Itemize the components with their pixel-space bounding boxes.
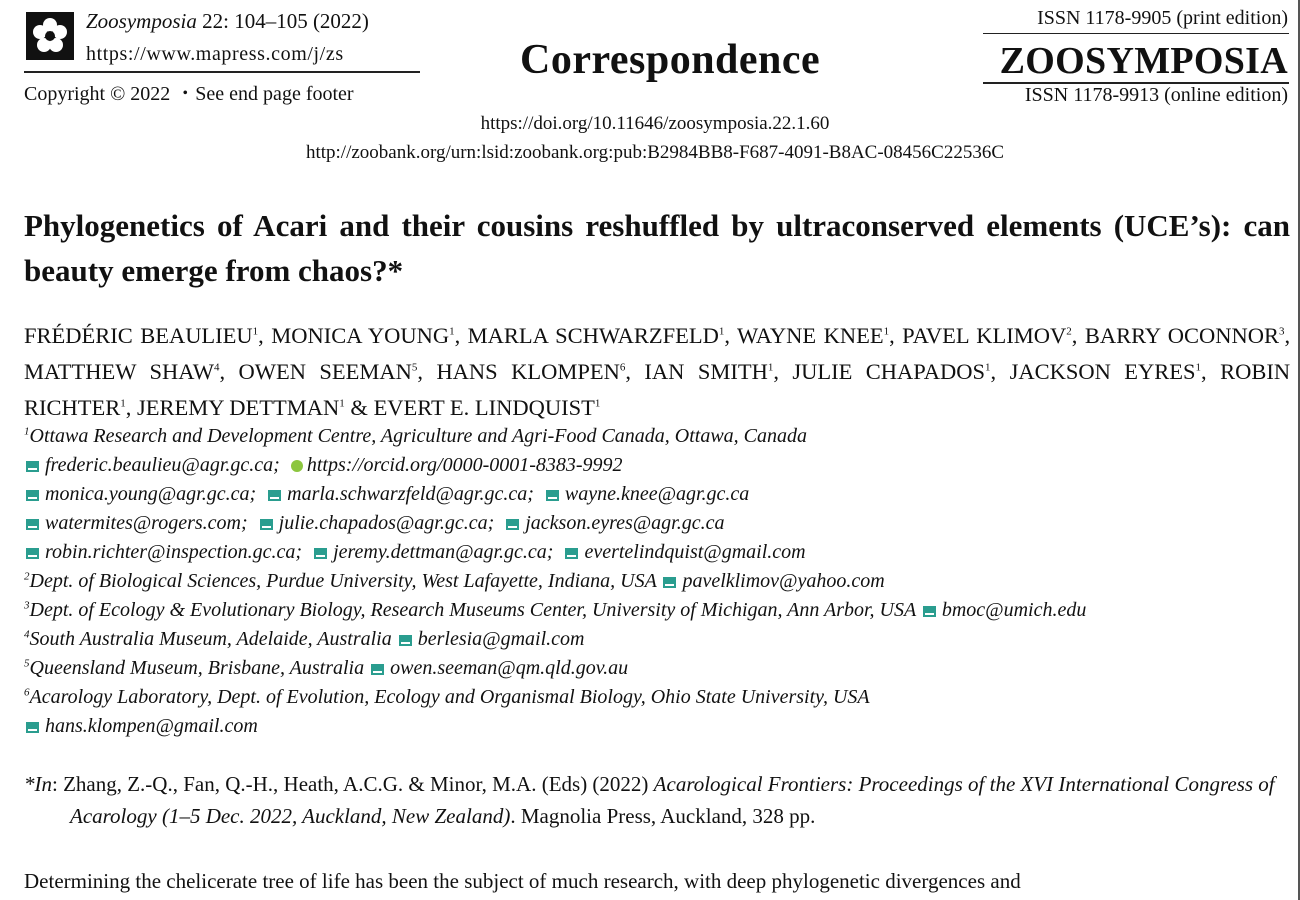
body-paragraph: Determining the chelicerate tree of life has been the subject of much research, with deep phylogenetic divergences and	[24, 869, 1021, 893]
affiliation-6-contact	[24, 715, 258, 738]
email-icon	[26, 490, 39, 501]
journal-url-link[interactable]: https://www.mapress.com/j/zs	[86, 43, 344, 65]
email-icon	[399, 635, 412, 646]
affiliation-number: 4	[24, 628, 30, 641]
affiliation-6	[24, 686, 870, 709]
email-link[interactable]: berlesia@gmail.com	[417, 628, 585, 650]
orcid-icon	[291, 460, 303, 472]
affiliation-number: 2	[24, 570, 30, 583]
copyright-text: Copyright © 2022 ・See end page footer	[24, 83, 354, 105]
affiliation-1-contacts-row2	[24, 483, 749, 506]
author-affiliation-number: 4	[213, 361, 220, 374]
affiliation-number: 1	[24, 425, 30, 438]
author-affiliation-number: 3	[1278, 325, 1285, 338]
author: MONICA YOUNG	[271, 323, 450, 348]
author: ROBIN RICHTER	[24, 359, 1291, 420]
affiliation-text: Dept. of Biological Sciences, Purdue University, West Lafayette, Indiana, USA	[29, 570, 657, 592]
author: JULIE CHAPADOS	[792, 359, 986, 384]
email-link[interactable]: hans.klompen@gmail.com	[45, 715, 258, 737]
affiliation-1-contacts-row3	[24, 512, 725, 535]
issn-online: ISSN 1178-9913 (online edition)	[1024, 84, 1288, 106]
author-affiliation-number: 1	[718, 325, 725, 338]
affiliation-3	[24, 599, 1086, 622]
journal-name-italic: Zoosymposia	[86, 9, 197, 33]
note-editors: : Zhang, Z.-Q., Fan, Q.-H., Heath, A.C.G. & Minor, M.A. (Eds) (2022)	[52, 772, 654, 796]
author: EVERT E. LINDQUIST	[373, 395, 595, 420]
author-affiliation-number: 6	[619, 361, 626, 374]
email-link[interactable]: watermites@rogers.com;	[45, 512, 248, 534]
affiliation-text: Acarology Laboratory, Dept. of Evolution, Ecology and Organismal Biology, Ohio State University, USA	[29, 686, 870, 708]
author: JACKSON EYRES	[1009, 359, 1196, 384]
flower-logo-icon	[26, 12, 74, 60]
email-link[interactable]: jeremy.dettman@agr.gc.ca;	[333, 541, 554, 563]
author-affiliation-number: 1	[594, 397, 601, 410]
email-icon	[565, 548, 578, 559]
email-icon	[268, 490, 281, 501]
author: OWEN SEEMAN	[238, 359, 412, 384]
author: IAN SMITH	[644, 359, 768, 384]
email-link[interactable]: jackson.eyres@agr.gc.ca	[525, 512, 725, 534]
journal-volume: 22: 104–105 (2022)	[196, 9, 369, 33]
journal-logo	[26, 12, 74, 60]
author: FRÉDÉRIC BEAULIEU	[24, 323, 253, 348]
email-icon	[26, 722, 39, 733]
email-link[interactable]: bmoc@umich.edu	[941, 599, 1087, 621]
affiliation-text: Dept. of Ecology & Evolutionary Biology, Research Museums Center, University of Michigan, Ann Arbor, USA	[29, 599, 916, 621]
affiliation-number: 3	[24, 599, 30, 612]
email-icon	[260, 519, 273, 530]
affiliation-5	[24, 657, 628, 680]
author: WAYNE KNEE	[737, 323, 884, 348]
issn-print: ISSN 1178-9905 (print edition)	[1037, 7, 1288, 29]
author-affiliation-number: 1	[1195, 361, 1202, 374]
email-link[interactable]: monica.young@agr.gc.ca;	[45, 483, 257, 505]
zoobank-link[interactable]: http://zoobank.org/urn:lsid:zoobank.org:pub:B2984BB8-F687-4091-B8AC-08456C22536C	[305, 142, 1005, 163]
author-affiliation-number: 5	[411, 361, 418, 374]
email-link[interactable]: pavelklimov@yahoo.com	[682, 570, 885, 592]
section-heading: Correspondence	[520, 37, 821, 83]
author: MARLA SCHWARZFELD	[467, 323, 719, 348]
header-left-divider	[24, 71, 420, 73]
email-link[interactable]: marla.schwarzfeld@agr.gc.ca;	[287, 483, 534, 505]
author-affiliation-number: 1	[449, 325, 455, 338]
article-title: Phylogenetics of Acari and their cousins reshuffled by ultraconserved elements (UCE’s): can beauty emerge from chaos?*	[24, 208, 1290, 288]
email-link[interactable]: owen.seeman@qm.qld.gov.au	[390, 657, 629, 679]
author: HANS KLOMPEN	[436, 359, 620, 384]
author-affiliation-number: 1	[120, 397, 126, 410]
email-link[interactable]: robin.richter@inspection.gc.ca;	[45, 541, 303, 563]
email-link[interactable]: evertelindquist@gmail.com	[584, 541, 806, 563]
author-list: FRÉDÉRIC BEAULIEU$^1$, MONICA YOUNG$^1$, MARLA SCHWARZFELD$^1$, WAYNE KNEE$^1$, PAVEL KLIMOV$^2$, BARRY OCONNOR$^3$, MATTHEW SHAW$^4$, OWEN SEEMAN$^5$, HANS KLOMPEN$^6$, IAN SMITH$^1$, JULIE CHAPADOS$^1$, JACKSON EYRES$^1$, ROBIN RICHTER$^1$, JEREMY DETTMAN$^1$ & EVERT E. LINDQUIST$^1$	[24, 323, 1291, 420]
journal-title: ZOOSYMPOSIA	[999, 40, 1288, 82]
email-link[interactable]: wayne.knee@agr.gc.ca	[564, 483, 750, 505]
email-icon	[26, 461, 39, 472]
email-icon	[26, 548, 39, 559]
author: PAVEL KLIMOV	[902, 323, 1067, 348]
note-marker: *In	[24, 772, 52, 796]
proceedings-note	[24, 768, 1290, 832]
note-publisher: . Magnolia Press, Auckland, 328 pp.	[510, 804, 816, 828]
author-affiliation-number: 1	[985, 361, 991, 374]
affiliation-number: 6	[24, 686, 30, 699]
affiliation-4	[24, 628, 584, 651]
affiliation-text: Ottawa Research and Development Centre, Agriculture and Agri-Food Canada, Ottawa, Canada	[29, 425, 808, 447]
journal-citation	[86, 8, 369, 34]
header-right-divider-top	[983, 33, 1289, 34]
email-link[interactable]: frederic.beaulieu@agr.gc.ca;	[45, 454, 280, 476]
affiliation-number: 5	[24, 657, 30, 670]
email-link[interactable]: julie.chapados@agr.gc.ca;	[278, 512, 495, 534]
orcid-link[interactable]: https://orcid.org/0000-0001-8383-9992	[306, 454, 623, 476]
email-icon	[663, 577, 676, 588]
affiliation-2	[24, 570, 885, 593]
email-icon	[371, 664, 384, 675]
author: JEREMY DETTMAN	[137, 395, 340, 420]
author-affiliation-number: 1	[767, 361, 774, 374]
email-icon	[506, 519, 519, 530]
note-proceedings-title: Acarological Frontiers: Proceedings of the XVI International Congress of Acarology (1–5 Dec. 2022, Auckland, New Zealand)	[70, 772, 1275, 828]
affiliation-text: Queensland Museum, Brisbane, Australia	[29, 657, 365, 679]
author: BARRY OCONNOR	[1084, 323, 1279, 348]
affiliation-text: South Australia Museum, Adelaide, Australia	[29, 628, 392, 650]
affiliation-1	[24, 425, 807, 448]
author-affiliation-number: 1	[883, 325, 890, 338]
affiliation-1-contacts-row4	[24, 541, 806, 564]
author-affiliation-number: 1	[339, 397, 345, 410]
email-icon	[26, 519, 39, 530]
email-icon	[923, 606, 936, 617]
email-icon	[314, 548, 327, 559]
affiliation-1-contacts-row1	[24, 454, 623, 477]
author: MATTHEW SHAW	[24, 359, 214, 384]
doi-link[interactable]: https://doi.org/10.11646/zoosymposia.22.1.60	[480, 113, 830, 134]
author-affiliation-number: 2	[1066, 325, 1072, 338]
author-affiliation-number: 1	[252, 325, 259, 338]
email-icon	[546, 490, 559, 501]
